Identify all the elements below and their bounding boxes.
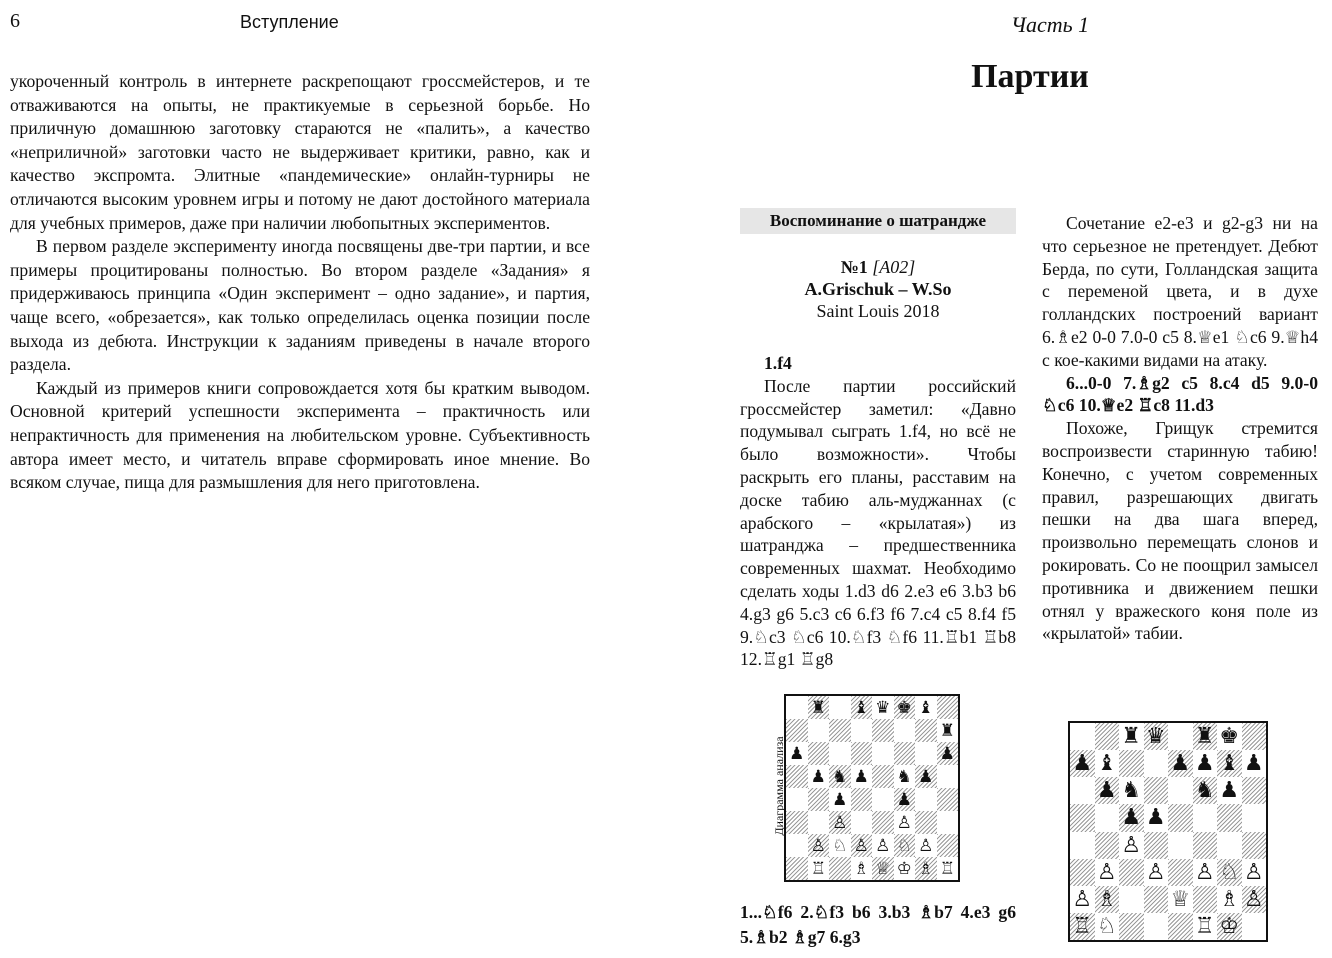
board-square	[894, 765, 916, 788]
board-square	[1217, 750, 1242, 777]
chess-piece-icon: ♛	[1145, 724, 1166, 750]
board-square	[1193, 832, 1218, 859]
diagram-label: Диаграмма анализа	[772, 736, 786, 836]
board-square	[1144, 723, 1169, 750]
board-square	[915, 857, 937, 880]
board-square	[915, 811, 937, 834]
board-square	[808, 765, 830, 788]
board-square	[1242, 750, 1267, 777]
board-square	[1168, 723, 1193, 750]
chess-piece-icon: ♙	[1096, 859, 1117, 885]
chess-diagram-1	[784, 694, 960, 882]
chess-piece-icon: ♜	[939, 720, 955, 741]
board-square	[1168, 913, 1193, 940]
chess-piece-icon: ♟	[1096, 778, 1117, 804]
board-square	[786, 811, 808, 834]
chess-piece-icon: ♚	[896, 697, 912, 718]
chess-diagram-2	[1068, 721, 1268, 942]
paragraph: Каждый из примеров книги сопровождается хотя бы кратким выводом. Основной критерий успешности эксперимента – практичность или непрактичность для применения на любительском уровне. Субъективность автора имеет место, и читатель вправе сформировать иное мнение. Во всяком случае, пища для размышления для него приготовлена.	[10, 377, 590, 493]
board-square	[1217, 859, 1242, 886]
board-square	[1070, 913, 1095, 940]
board-square	[1242, 859, 1267, 886]
chess-piece-icon: ♗	[1219, 886, 1240, 912]
board-square	[894, 857, 916, 880]
board-square	[1242, 804, 1267, 831]
board-square	[786, 696, 808, 719]
board-square	[851, 834, 873, 857]
chess-piece-icon: ♖	[810, 858, 826, 879]
board-square	[829, 765, 851, 788]
chess-piece-icon: ♖	[1072, 913, 1093, 939]
board-square	[1095, 750, 1120, 777]
board-square	[808, 834, 830, 857]
running-head: Вступление	[240, 12, 339, 32]
paragraph: Похоже, Грищук стремится воспроизвести старинную табию! Конечно, с учетом современных правил, разрешающих двигать пешки на два шага вперед, произвольно перемещать слонов и рокировать. Со не поощрил замысел противника и движением пешки отнял у вражеского коня поле из «крылатой» табии.	[1042, 418, 1318, 644]
board-square	[1217, 723, 1242, 750]
board-square	[786, 719, 808, 742]
chess-piece-icon: ♟	[1145, 805, 1166, 831]
board-square	[1119, 832, 1144, 859]
board-square	[1095, 859, 1120, 886]
chess-piece-icon: ♟	[939, 743, 955, 764]
board-square	[1119, 913, 1144, 940]
board-square	[829, 696, 851, 719]
chess-piece-icon: ♛	[875, 697, 891, 718]
board-square	[1168, 832, 1193, 859]
board-square	[851, 742, 873, 765]
chess-piece-icon: ♙	[1194, 859, 1215, 885]
game-eco: [A02]	[872, 257, 916, 277]
board-square	[1095, 832, 1120, 859]
board-square	[829, 857, 851, 880]
chess-piece-icon: ♙	[832, 812, 848, 833]
board-square	[786, 834, 808, 857]
chess-piece-icon: ♞	[1194, 778, 1215, 804]
board-square	[937, 765, 959, 788]
column-1	[740, 352, 1016, 671]
board-square	[1095, 886, 1120, 913]
board-square	[937, 811, 959, 834]
chess-piece-icon: ♙	[1072, 886, 1093, 912]
paragraph: В первом разделе эксперименту иногда посвящены две-три партии, и все примеры процитированы полностью. Во втором разделе «Задания» я придерживаюсь принципа «Один эксперимент – одно задание», и партия, чаще всего, «обрезается», как только определилась оценка позиции после выхода из дебюта. Инструкции к заданиям приведены в начале второго раздела.	[10, 236, 590, 375]
board-square	[1070, 859, 1095, 886]
game-event: Saint Louis 2018	[816, 301, 940, 321]
chess-piece-icon: ♖	[939, 858, 955, 879]
board-square	[1070, 777, 1095, 804]
board-square	[786, 857, 808, 880]
board-square	[829, 834, 851, 857]
chess-piece-icon: ♘	[1219, 859, 1240, 885]
chess-piece-icon: ♕	[875, 858, 891, 879]
board-square	[1070, 723, 1095, 750]
left-body-text	[10, 70, 590, 495]
first-move: 1.f4	[764, 353, 792, 373]
chess-piece-icon: ♙	[853, 835, 869, 856]
board-square	[1193, 859, 1218, 886]
chess-piece-icon: ♝	[1096, 751, 1117, 777]
board-square	[937, 742, 959, 765]
board-square	[1070, 804, 1095, 831]
board-square	[808, 811, 830, 834]
chess-piece-icon: ♗	[1096, 886, 1117, 912]
paragraph: укороченный контроль в интернете раскрепощают гроссмейстеров, и те отваживаются на опыты, не практикуемые в серьезной борьбе. Но приличную домашнюю заготовку стараются не «палить», а качество «неприличной» заготовки часто не выдерживает критики, равно, как и качество экспромта. Элитные «пандемические» онлайн-турниры не отличаются высоким уровнем игры и потому не дают достойного материала для учебных примеров, даже при наличии любопытных экспериментов.	[10, 71, 590, 233]
game-players: A.Grischuk – W.So	[804, 279, 952, 299]
board-square	[1193, 913, 1218, 940]
board-square	[1119, 723, 1144, 750]
board-square	[1168, 750, 1193, 777]
chess-piece-icon: ♝	[918, 697, 934, 718]
board-square	[786, 765, 808, 788]
chess-piece-icon: ♟	[896, 789, 912, 810]
chess-piece-icon: ♟	[789, 743, 805, 764]
board-square	[915, 696, 937, 719]
paragraph: Сочетание e2-e3 и g2-g3 ни на что серьезное не претендует. Дебют Берда, по сути, Голландская защита с переменой цвета, и в духе голландских построений вариант 6.♗e2 0-0 7.0-0 c5 8.♕e1 ♘c6 9.♕h4 с кое-какими видами на атаку.	[1042, 213, 1318, 370]
chess-piece-icon: ♙	[896, 812, 912, 833]
board-square	[851, 719, 873, 742]
chess-piece-icon: ♟	[1219, 778, 1240, 804]
board-square	[1168, 886, 1193, 913]
board-square	[851, 765, 873, 788]
chess-piece-icon: ♟	[1243, 751, 1264, 777]
board-square	[1168, 777, 1193, 804]
chess-piece-icon: ♝	[1219, 751, 1240, 777]
board-square	[915, 765, 937, 788]
board-square	[937, 834, 959, 857]
board-square	[872, 788, 894, 811]
chess-piece-icon: ♘	[832, 835, 848, 856]
chess-piece-icon: ♝	[853, 697, 869, 718]
chess-piece-icon: ♟	[1121, 805, 1142, 831]
board-square	[1193, 777, 1218, 804]
board-square	[872, 765, 894, 788]
board-square	[1095, 777, 1120, 804]
board-square	[1242, 832, 1267, 859]
board-square	[1119, 750, 1144, 777]
board-square	[1193, 804, 1218, 831]
chess-piece-icon: ♟	[918, 766, 934, 787]
chess-piece-icon: ♙	[918, 835, 934, 856]
board-square	[829, 742, 851, 765]
column-2	[1042, 212, 1318, 645]
board-square	[1242, 723, 1267, 750]
board-square	[808, 696, 830, 719]
chess-piece-icon: ♟	[853, 766, 869, 787]
board-square	[851, 788, 873, 811]
board-square	[894, 788, 916, 811]
board-square	[937, 857, 959, 880]
board-square	[1217, 886, 1242, 913]
board-square	[1119, 886, 1144, 913]
chess-piece-icon: ♟	[810, 766, 826, 787]
chess-piece-icon: ♔	[1219, 913, 1240, 939]
paragraph: После партии российский гроссмейстер заметил: «Давно подумывал сыграть 1.f4, но всё не было возможности». Чтобы раскрыть его планы, расставим на доске табию аль-муджаннах (с арабского – «крылатая») из шатранджа – предшественника современных шахмат. Необходимо сделать ходы 1.d3 d6 2.e3 e6 3.b3 b6 4.g3 g6 5.c3 c6 6.f3 f6 7.c4 c5 8.f4 f5 9.♘c3 ♘c6 10.♘f3 ♘f6 11.♖b1 ♖b8 12.♖g1 ♖g8	[740, 375, 1016, 670]
board-square	[808, 788, 830, 811]
board-square	[851, 696, 873, 719]
board-square	[894, 696, 916, 719]
after-diagram-moves: 1...♘f6 2.♘f3 b6 3.b3 ♗b7 4.e3 g6 5.♗b2 ♗g7 6.g3	[740, 902, 1016, 947]
board-square	[808, 857, 830, 880]
board-square	[1193, 723, 1218, 750]
board-square	[1217, 832, 1242, 859]
board-square	[915, 742, 937, 765]
board-square	[1119, 804, 1144, 831]
chess-piece-icon: ♜	[1194, 724, 1215, 750]
chess-piece-icon: ♜	[810, 697, 826, 718]
board-square	[894, 811, 916, 834]
board-square	[808, 742, 830, 765]
board-square	[894, 834, 916, 857]
board-square	[786, 788, 808, 811]
board-square	[937, 696, 959, 719]
board-square	[829, 788, 851, 811]
board-square	[915, 719, 937, 742]
chess-piece-icon: ♟	[1072, 751, 1093, 777]
board-square	[894, 742, 916, 765]
board-square	[894, 719, 916, 742]
board-square	[1217, 777, 1242, 804]
part-label: Часть 1	[1010, 12, 1090, 37]
chess-piece-icon: ♞	[832, 766, 848, 787]
board-square	[872, 696, 894, 719]
board-square	[829, 811, 851, 834]
chess-piece-icon: ♟	[1194, 751, 1215, 777]
board-square	[1095, 913, 1120, 940]
board-square	[1144, 804, 1169, 831]
chess-piece-icon: ♟	[1170, 751, 1191, 777]
board-square	[872, 811, 894, 834]
page-number: 6	[10, 10, 20, 32]
board-square	[1193, 886, 1218, 913]
chess-piece-icon: ♙	[1145, 859, 1166, 885]
game-number: №1	[840, 257, 868, 277]
board-square	[851, 811, 873, 834]
chess-piece-icon: ♙	[1121, 832, 1142, 858]
board-square	[1144, 832, 1169, 859]
moves: 6...0-0 7.♗g2 c5 8.c4 d5 9.0-0 ♘c6 10.♕e2 ♖c8 11.d3	[1042, 372, 1318, 416]
chess-piece-icon: ♙	[1243, 886, 1264, 912]
board-square	[1217, 913, 1242, 940]
board-square	[872, 742, 894, 765]
board-square	[829, 719, 851, 742]
board-square	[1144, 859, 1169, 886]
board-square	[1144, 886, 1169, 913]
chess-piece-icon: ♟	[832, 789, 848, 810]
section-title: Воспоминание о шатрандже	[740, 208, 1016, 234]
board-square	[1242, 913, 1267, 940]
chess-piece-icon: ♘	[1096, 913, 1117, 939]
board-square	[915, 834, 937, 857]
game-header	[740, 256, 1016, 322]
chess-piece-icon: ♗	[918, 858, 934, 879]
board-square	[851, 857, 873, 880]
chess-piece-icon: ♕	[1170, 886, 1191, 912]
board-square	[1242, 777, 1267, 804]
board-square	[1095, 723, 1120, 750]
board-square	[786, 742, 808, 765]
part-title: Партии	[971, 58, 1089, 95]
board-square	[1095, 804, 1120, 831]
board-square	[872, 834, 894, 857]
chess-piece-icon: ♖	[1194, 913, 1215, 939]
chess-piece-icon: ♙	[875, 835, 891, 856]
board-square	[915, 788, 937, 811]
board-square	[808, 719, 830, 742]
chess-piece-icon: ♞	[1121, 778, 1142, 804]
chess-piece-icon: ♜	[1121, 724, 1142, 750]
chess-piece-icon: ♞	[896, 766, 912, 787]
board-square	[1119, 777, 1144, 804]
chess-piece-icon: ♘	[896, 835, 912, 856]
chess-piece-icon: ♔	[896, 858, 912, 879]
board-square	[1217, 804, 1242, 831]
board-square	[872, 857, 894, 880]
board-square	[1119, 859, 1144, 886]
board-square	[1193, 750, 1218, 777]
board-square	[1168, 859, 1193, 886]
chess-piece-icon: ♚	[1219, 724, 1240, 750]
chess-piece-icon: ♙	[810, 835, 826, 856]
board-square	[1070, 886, 1095, 913]
board-square	[1144, 777, 1169, 804]
board-square	[937, 788, 959, 811]
board-square	[1242, 886, 1267, 913]
board-square	[937, 719, 959, 742]
chess-piece-icon: ♗	[853, 858, 869, 879]
board-square	[1144, 750, 1169, 777]
board-square	[1168, 804, 1193, 831]
board-square	[1070, 832, 1095, 859]
board-square	[872, 719, 894, 742]
chess-piece-icon: ♙	[1243, 859, 1264, 885]
board-square	[1144, 913, 1169, 940]
board-square	[1070, 750, 1095, 777]
